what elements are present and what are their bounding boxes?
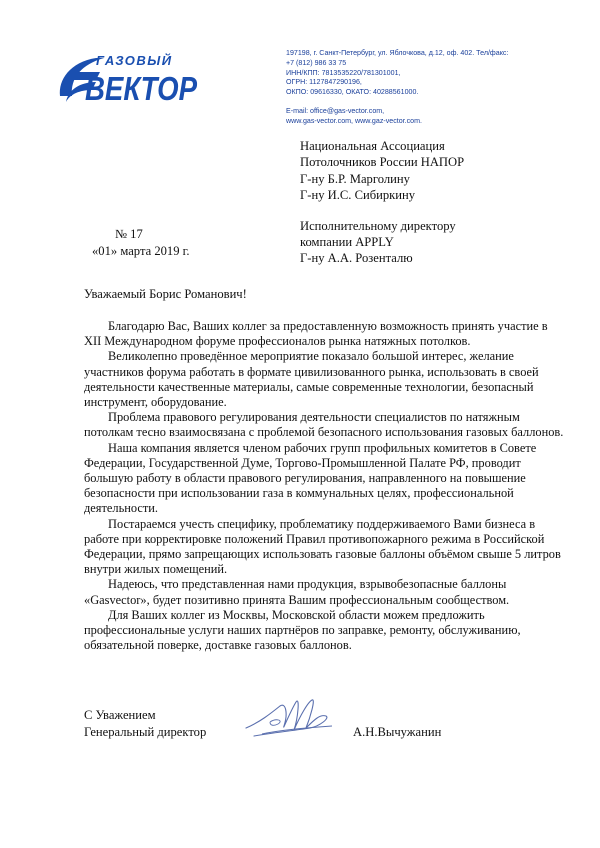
recipient-line: Исполнительному директору [300, 218, 456, 233]
recipient-line: Национальная Ассоциация [300, 139, 445, 153]
letter-body [84, 319, 564, 653]
contact-inn: ИНН/КПП: 7813535220/781301001, [286, 68, 401, 77]
document-number: № 17 [115, 227, 143, 241]
contact-okpo: ОКПО: 09616330, ОКАТО: 40288561000. [286, 88, 419, 97]
letter-greeting: Уважаемый Борис Романович! [84, 287, 247, 301]
body-paragraph: Постараемся учесть специфику, проблематику поддерживаемого Вами бизнеса в работе при корректировке положений Правил противопожарного режима в Российской Федерации, прямо запрещающих использовать газовые баллоны объёмом свыше 5 литров внутри жилых помещений. [84, 516, 561, 577]
signature-block [84, 707, 206, 741]
contact-email[interactable]: E-mail: office@gas-vector.com, [286, 106, 385, 115]
company-contacts [286, 49, 586, 127]
recipient-line: Г-ну И.С. Сибиркину [300, 188, 416, 203]
body-paragraph: Для Ваших коллег из Москвы, Московской области можем предложить профессиональные услуги наших партнёров по заправке, ремонту, обслуживанию, обязательной поверке, доставке газовых баллонов. [84, 607, 521, 653]
contact-ogrn: ОГРН: 1127847290196, [286, 78, 362, 87]
body-paragraph: Наша компания является членом рабочих групп профильных комитетов в Совете Федерации, Государственной Думе, Торгово-Промышленной Палате РФ, проводит большую работу в области правового регулирования, направленного на повышение безопасности при использовании газа в коммунальных целях, профессиональной деятельности. [84, 440, 537, 516]
logo-main-text: ВЕКТОР [85, 70, 198, 107]
company-logo [56, 50, 202, 108]
recipient-line: Г-ну А.А. Розенталю [300, 251, 413, 266]
contact-address: 197198, г. Санкт-Петербург, ул. Яблочкова, д.12, оф. 402. Тел/факс: [286, 49, 509, 57]
recipient-line: Г-ну Б.Р. Марголину [300, 171, 410, 186]
recipients-block [300, 138, 464, 267]
document-reference [92, 226, 190, 260]
contact-websites[interactable]: www.gas-vector.com, www.gaz-vector.com. [286, 116, 423, 125]
vector-logo-icon [56, 50, 202, 108]
recipient-line: компании APPLY [300, 235, 394, 250]
body-paragraph: Надеюсь, что представленная нами продукция, взрывобезопасные баллоны «Gasvector», будет позитивно принята Вашим профессиональным сообществом. [84, 577, 510, 607]
logo-top-text: ГАЗОВЫЙ [96, 53, 173, 68]
signatory-name: А.Н.Вычужанин [353, 725, 442, 739]
signature-position: Генеральный директор [84, 725, 207, 739]
recipient-line: Потолочников России НАПОР [300, 155, 465, 170]
contact-phone: +7 (812) 986 33 75 [286, 58, 347, 67]
signature-regards: С Уважением [84, 708, 156, 722]
document-date: «01» марта 2019 г. [92, 244, 190, 258]
handwritten-signature-icon [240, 692, 340, 744]
body-paragraph: Проблема правового регулирования деятельности специалистов по натяжным потолкам тесно взаимосвязана с проблемой безопасного использования газовых баллонов. [84, 410, 564, 440]
body-paragraph: Благодарю Вас, Ваших коллег за предоставленную возможность принять участие в XII Международном форуме профессионалов рынка натяжных потолков. [84, 319, 548, 349]
body-paragraph: Великолепно проведённое мероприятие показало большой интерес, желание участников форума работать в формате цивилизованного рынка, использовать в своей деятельности качественные материалы, самые современные технологии, безопасный инструмент, оборудование. [84, 349, 539, 410]
